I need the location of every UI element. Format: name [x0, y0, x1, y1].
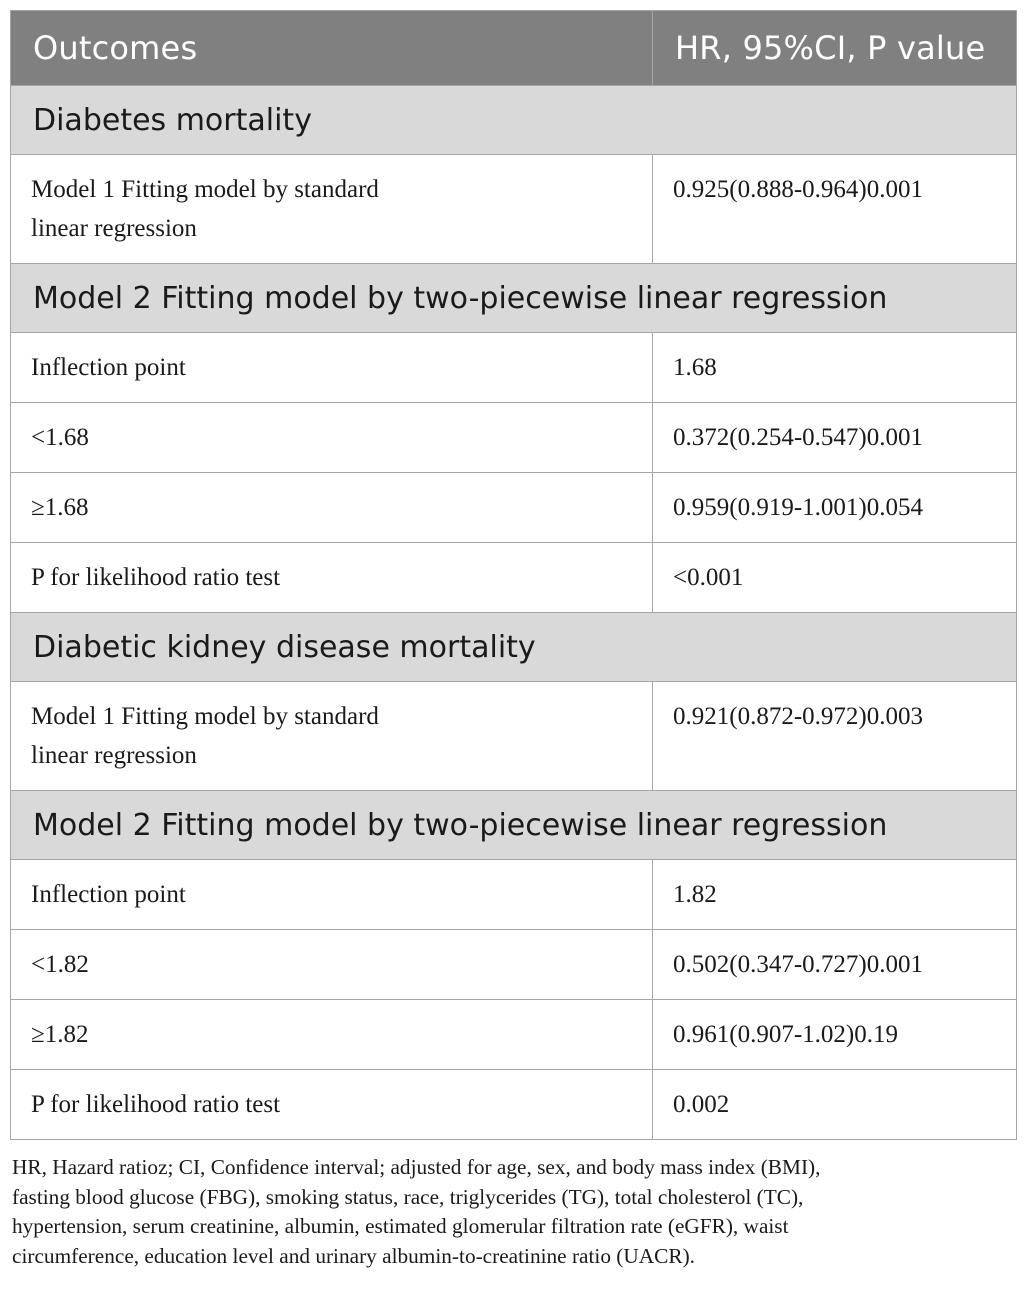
row-value: 0.921(0.872-0.972)0.003 — [653, 682, 1017, 791]
table-row — [11, 473, 1017, 543]
footnote-line: hypertension, serum creatinine, albumin, estimated glomerular filtration rate (eGFR), waist — [12, 1214, 789, 1238]
row-label: P for likelihood ratio test — [11, 543, 653, 613]
row-label — [11, 155, 653, 264]
row-label: ≥1.82 — [11, 1000, 653, 1070]
row-value: 0.959(0.919-1.001)0.054 — [653, 473, 1017, 543]
row-label: ≥1.68 — [11, 473, 653, 543]
table-row — [11, 1070, 1017, 1140]
section-title-model2: Model 2 Fitting model by two-piecewise linear regression — [11, 791, 1017, 860]
row-value: 0.502(0.347-0.727)0.001 — [653, 930, 1017, 1000]
row-label-line2: linear regression — [31, 215, 197, 242]
row-label: Inflection point — [11, 860, 653, 930]
footnote-line: fasting blood glucose (FBG), smoking status, race, triglycerides (TG), total cholesterol (TC), — [12, 1184, 804, 1209]
section-row — [11, 791, 1017, 860]
row-label: P for likelihood ratio test — [11, 1070, 653, 1140]
row-value: 1.68 — [653, 333, 1017, 403]
row-label: <1.68 — [11, 403, 653, 473]
table-row — [11, 543, 1017, 613]
table-footnote — [12, 1153, 1018, 1271]
section-row — [11, 86, 1017, 155]
section-title-model2: Model 2 Fitting model by two-piecewise linear regression — [11, 264, 1017, 333]
table-row — [11, 333, 1017, 403]
row-label-line2: linear regression — [31, 742, 197, 769]
header-hr-ci-p: HR, 95%CI, P value — [653, 11, 1017, 86]
table-row — [11, 155, 1017, 264]
table-header-row — [11, 11, 1017, 86]
row-label: Inflection point — [11, 333, 653, 403]
results-table — [10, 10, 1017, 1140]
row-value: <0.001 — [653, 543, 1017, 613]
footnote-line: circumference, education level and urinary albumin-to-creatinine ratio (UACR). — [12, 1243, 695, 1268]
row-value: 0.925(0.888-0.964)0.001 — [653, 155, 1017, 264]
table-row — [11, 403, 1017, 473]
row-label: <1.82 — [11, 930, 653, 1000]
row-value: 1.82 — [653, 860, 1017, 930]
section-title-diabetes-mortality: Diabetes mortality — [11, 86, 1017, 155]
footnote-line: HR, Hazard ratioz; CI, Confidence interval; adjusted for age, sex, and body mass index (BMI), — [12, 1155, 821, 1179]
table-row — [11, 860, 1017, 930]
section-row — [11, 613, 1017, 682]
row-value: 0.372(0.254-0.547)0.001 — [653, 403, 1017, 473]
table-row — [11, 1000, 1017, 1070]
results-table-container — [10, 10, 1016, 1140]
row-value: 0.002 — [653, 1070, 1017, 1140]
table-row — [11, 930, 1017, 1000]
row-value: 0.961(0.907-1.02)0.19 — [653, 1000, 1017, 1070]
header-outcomes: Outcomes — [11, 11, 653, 86]
table-row — [11, 682, 1017, 791]
section-title-dkd-mortality: Diabetic kidney disease mortality — [11, 613, 1017, 682]
section-row — [11, 264, 1017, 333]
row-label-line1: Model 1 Fitting model by standard — [31, 176, 379, 203]
row-label — [11, 682, 653, 791]
row-label-line1: Model 1 Fitting model by standard — [31, 703, 379, 730]
